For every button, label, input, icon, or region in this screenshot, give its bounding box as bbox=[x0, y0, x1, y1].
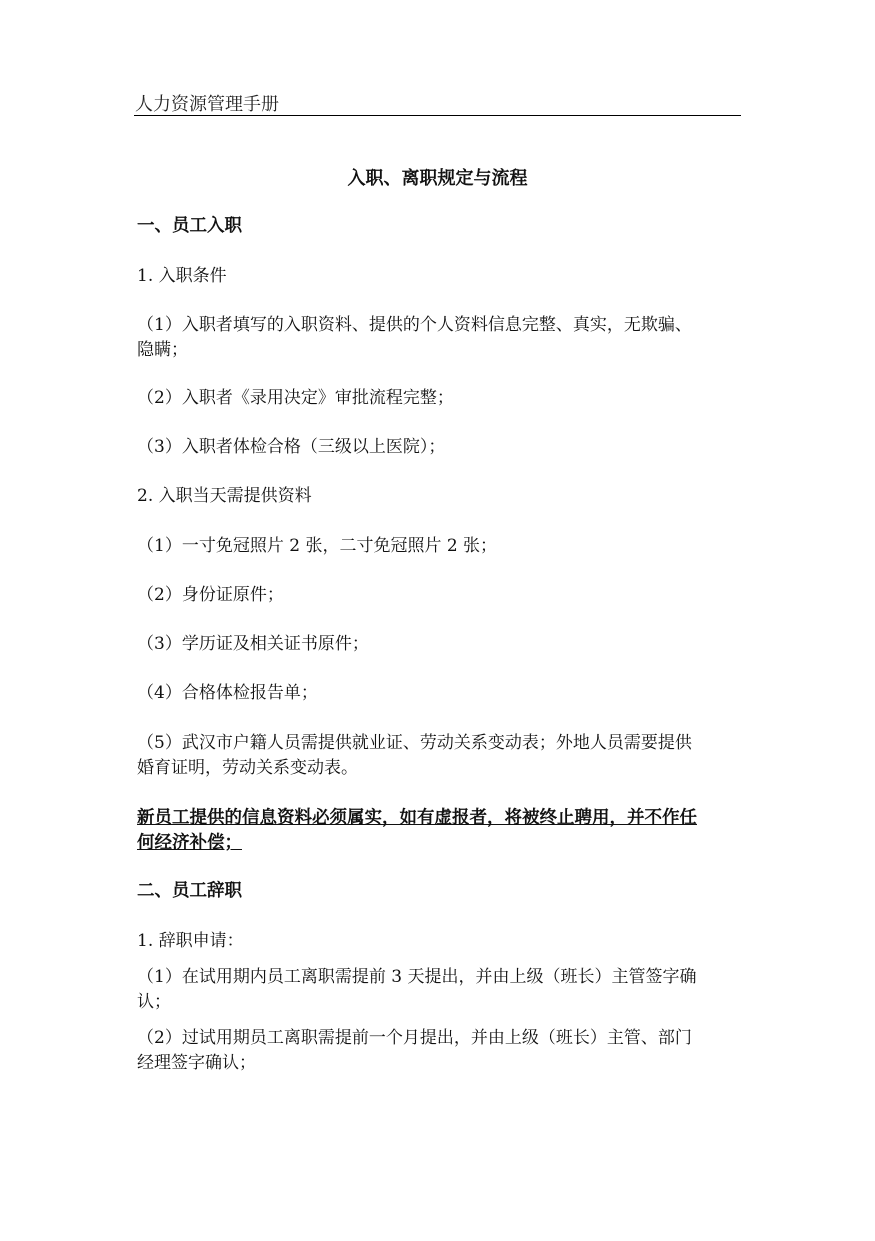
resignation-item-2-line-1: （2）过试用期员工离职需提前一个月提出，并由上级（班长）主管、部门 bbox=[137, 1028, 692, 1048]
resignation-item-1-line-2: 认； bbox=[137, 992, 171, 1012]
resignation-item-1-line-1: （1）在试用期内员工离职需提前 3 天提出，并由上级（班长）主管签字确 bbox=[137, 967, 697, 987]
document-item-1: （1）一寸免冠照片 2 张，二寸免冠照片 2 张； bbox=[137, 536, 498, 556]
document-item-5-line-2: 婚育证明，劳动关系变动表。 bbox=[137, 758, 358, 778]
subsection-entry-conditions: 1. 入职条件 bbox=[137, 266, 227, 286]
subsection-resignation-request: 1. 辞职申请： bbox=[137, 931, 244, 951]
document-item-5-line-1: （5）武汉市户籍人员需提供就业证、劳动关系变动表；外地人员需要提供 bbox=[137, 733, 692, 753]
condition-3: （3）入职者体检合格（三级以上医院）； bbox=[137, 437, 446, 457]
document-item-3: （3）学历证及相关证书原件； bbox=[137, 634, 369, 654]
condition-1-line-1: （1）入职者填写的入职资料、提供的个人资料信息完整、真实，无欺骗、 bbox=[137, 315, 692, 335]
condition-1-line-2: 隐瞒； bbox=[137, 340, 188, 360]
document-item-2: （2）身份证原件； bbox=[137, 585, 284, 605]
notice-line-1: 新员工提供的信息资料必须属实，如有虚报者，将被终止聘用，并不作任 bbox=[137, 808, 697, 828]
notice-line-2: 何经济补偿； bbox=[137, 833, 242, 853]
resignation-item-2-line-2: 经理签字确认； bbox=[137, 1053, 256, 1073]
document-title: 入职、离职规定与流程 bbox=[347, 168, 528, 189]
header-divider bbox=[134, 115, 741, 116]
subsection-required-documents: 2. 入职当天需提供资料 bbox=[137, 486, 312, 506]
section-heading-onboarding: 一、员工入职 bbox=[137, 216, 242, 236]
section-heading-resignation: 二、员工辞职 bbox=[137, 881, 242, 901]
document-item-4: （4）合格体检报告单； bbox=[137, 683, 318, 703]
header-title: 人力资源管理手册 bbox=[135, 94, 279, 115]
condition-2: （2）入职者《录用决定》审批流程完整； bbox=[137, 388, 454, 408]
